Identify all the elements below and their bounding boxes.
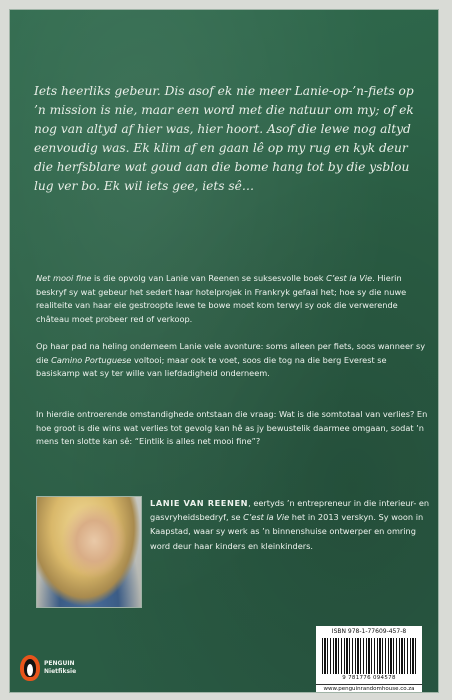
excerpt-quote: Iets heerliks gebeur. Dis asof ek nie meer Lanie-op-’n-fiets op ’n mission is nie, maar een word met die natuur om my; of ek nog van altyd af hier was, hier hoort. Asof die lewe nog altyd eenvoudig was. Ek klim af en gaan lê op my rug en kyk deur die herfsblare wat goud aan die bome hang tot by die ysblou lug ver bo. Ek wil iets gee, iets sê… <box>34 84 414 193</box>
book-title: Net mooi fine <box>36 273 92 283</box>
imprint-name: Nietfiksie <box>44 668 77 675</box>
author-name: LANIE VAN REENEN <box>150 498 249 508</box>
author-book-title: C’est la Vie <box>243 512 290 523</box>
route-name: Camino Portuguese <box>51 354 132 365</box>
barcode-digits: 9 781776 094578 <box>342 675 396 681</box>
publisher-brand: PENGUIN <box>44 660 75 667</box>
previous-book-title: C’est la Vie <box>326 273 373 283</box>
barcode-icon <box>322 638 416 674</box>
blurb-paragraph-1: Net mooi fine is die opvolg van Lanie van Reenen se suksesvolle boek C’est la Vie. Hierin beskryf sy wat gebeur het sedert haar hotelprojek in Frankryk gefaal het; hoe sy die nuwe realiteite van haar eie gestroopte lewe te bowe moet kom terwyl sy ook die verwerende château moet probeer red of verkoop. <box>36 273 407 324</box>
publisher-website: www.penguinrandomhouse.co.za <box>316 684 422 692</box>
penguin-logo-icon <box>20 655 40 681</box>
blurb-paragraph-2: Op haar pad na heling onderneem Lanie vele avonture: soms alleen per fiets, soos wanneer sy die Camino Portuguese voltooi; maar ook te voet, soos die tog na die berg Everest se basiskamp wat sy ter wille van liefdadigheid onderneem. <box>36 341 426 379</box>
publisher-imprint <box>44 660 76 676</box>
isbn-text: ISBN 978-1-77609-457-8 <box>331 628 407 635</box>
back-cover <box>10 10 438 692</box>
barcode-block <box>316 626 422 692</box>
author-bio: LANIE VAN REENEN, eertyds ’n entrepreneur in die interieur- en gasvryheidsbedryf, se C’est la Vie het in 2013 verskyn. Sy woon in Kaapstad, waar sy werk as ’n binnenshuise ontwerper en omring word deur haar kinders en kleinkinders. <box>150 498 430 551</box>
author-photo <box>36 496 142 608</box>
blurb-paragraph-3: In hierdie ontroerende omstandighede ontstaan die vraag: Wat is die somtotaal van verlies? En hoe groot is die wins wat verlies tot gevolg kan hê as jy bewustelik daarmee omgaan, sodat ’n mens ten slotte kan sê: “Eintlik is alles net mooi fine”? <box>36 409 428 447</box>
